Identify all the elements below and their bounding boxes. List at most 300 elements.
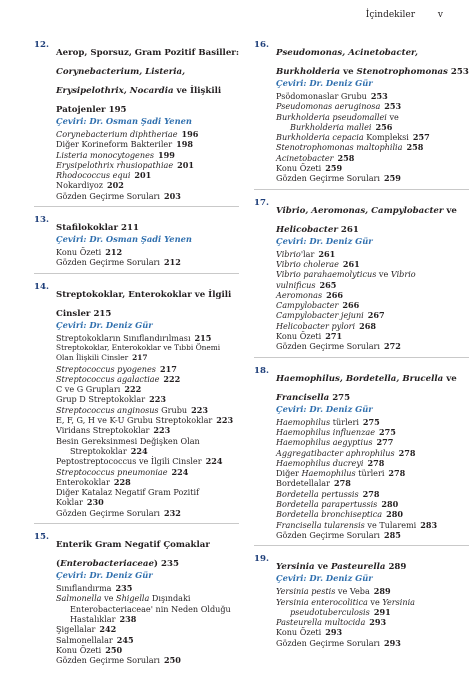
chapter-title: [276, 562, 406, 572]
entry-text: ve Veba: [335, 586, 370, 597]
entry-text: Sınıflandırma: [56, 583, 112, 594]
chapter-page-number: 289: [388, 562, 407, 573]
entry-text: ve: [376, 269, 391, 280]
toc-entry[interactable]: [276, 331, 469, 341]
toc-entry[interactable]: [56, 583, 239, 593]
toc-entry[interactable]: [56, 487, 239, 508]
entry-page-number: 258: [406, 142, 424, 153]
toc-chapter: [34, 532, 239, 665]
toc-entry[interactable]: [276, 509, 469, 519]
chapter-number: 15.: [34, 532, 49, 543]
chapter-page-number: 195: [108, 105, 127, 115]
entry-text: Yersinia enterocolitica: [276, 596, 368, 607]
entry-page-number: 289: [373, 586, 391, 597]
toc-entry[interactable]: [56, 614, 239, 624]
entry-text: Acinetobacter: [276, 152, 334, 163]
chapter-divider: [254, 357, 469, 358]
entry-text: Gözden Geçirme Soruları: [56, 257, 161, 268]
entry-text: Streptococcus pyogenes: [56, 363, 156, 374]
entry-page-number: 259: [384, 173, 401, 184]
entry-text: E, F, G, H ve K-U Grubu Streptokoklar: [56, 415, 213, 426]
chapter-divider: [254, 545, 469, 546]
entry-page-number: 222: [163, 373, 181, 384]
entry-page-number: 196: [181, 129, 199, 139]
entry-page-number: 199: [158, 149, 175, 160]
entry-text: Enterobacteriaceae' nin Neden Olduğu: [70, 603, 231, 614]
toc-entry[interactable]: [276, 478, 469, 488]
entry-text: Corynebacterium diphtheriae: [56, 129, 178, 139]
entry-page-number: 198: [176, 139, 193, 150]
entry-page-number: 293: [369, 617, 387, 628]
entry-text: Enterokoklar: [56, 476, 110, 487]
toc-chapter: [254, 554, 469, 648]
toc-entry[interactable]: [276, 269, 469, 290]
entry-text: ve: [367, 596, 383, 607]
chapter-divider: [254, 189, 469, 190]
toc-entry[interactable]: [276, 122, 469, 132]
toc-entry[interactable]: [56, 129, 239, 139]
toc-entry[interactable]: [276, 321, 469, 331]
toc-chapter: [34, 40, 239, 207]
entry-text: Pseudomonas aeruginosa: [276, 101, 381, 112]
entry-text: Psödomonaslar Grubu: [276, 91, 367, 101]
entry-text: ve Tularemi: [364, 519, 417, 530]
entry-text: Haemophilus aegyptius: [276, 437, 373, 448]
toc-entry[interactable]: [56, 191, 239, 201]
entry-text: Salmonellalar: [56, 634, 113, 645]
toc-entry[interactable]: [276, 417, 469, 427]
entry-text: türleri: [355, 468, 385, 479]
chapter-title: [276, 48, 469, 77]
toc-entry[interactable]: [56, 645, 239, 655]
chapter-title-part: Corynebacterium, Listeria, Erysipelothrix, Nocardia: [56, 67, 186, 96]
chapter-heading[interactable]: [34, 282, 239, 331]
entry-text: Haemophilus influenzae: [276, 426, 376, 437]
toc-entry[interactable]: [276, 153, 469, 163]
toc-entry[interactable]: [276, 617, 469, 627]
entry-page-number: 201: [134, 170, 152, 181]
chapter-divider: [34, 523, 239, 524]
chapter-title-part: Helicobacter: [276, 224, 338, 235]
entry-page-number: 291: [373, 606, 391, 617]
entry-text: Konu Özeti: [276, 331, 322, 342]
toc-entry[interactable]: [56, 593, 239, 603]
entry-page-number: 280: [381, 499, 399, 510]
chapter-title-part: Yersinia: [276, 562, 315, 573]
chapter-number: 12.: [34, 40, 49, 50]
chapter-number: 13.: [34, 215, 49, 226]
entry-text: Yersinia: [382, 596, 415, 607]
entry-text: C ve G Grupları: [56, 384, 121, 395]
entry-text: Listeria monocytogenes: [56, 149, 155, 160]
chapter-title-part: ve: [340, 67, 357, 77]
entry-text: Hastalıklar: [70, 613, 116, 624]
entry-page-number: 285: [384, 529, 401, 540]
entry-text: Stenotrophomonas maltophilia: [276, 142, 403, 153]
entry-text: Besin Gereksinmesi Değişken Olan: [56, 435, 200, 446]
toc-entry[interactable]: [56, 374, 239, 384]
entry-text: Haemophilus: [301, 468, 356, 479]
chapter-translator: Çeviri: Dr. Deniz Gür: [276, 403, 373, 414]
entry-page-number: 217: [132, 353, 148, 363]
chapter-translator: Çeviri: Dr. Deniz Gür: [56, 319, 153, 330]
chapter-page-number: 211: [121, 223, 139, 234]
toc-entry[interactable]: [276, 520, 469, 530]
entry-page-number: 230: [86, 497, 104, 508]
chapter-heading[interactable]: [34, 215, 239, 245]
entry-text: Yersinia pestis: [276, 586, 336, 597]
chapter-title-part: Enterobacteriaceae: [60, 559, 154, 570]
toc-entry[interactable]: [276, 586, 469, 596]
chapter-title-part: Streptokoklar, Enterokoklar ve İlgili Cinsler: [56, 289, 232, 319]
chapter-entries: [254, 417, 469, 541]
chapter-title: [56, 48, 239, 115]
entry-page-number: 224: [205, 456, 223, 467]
chapter-heading[interactable]: [254, 554, 469, 584]
toc-chapter: [254, 40, 469, 190]
entry-page-number: 223: [149, 394, 166, 405]
chapter-heading[interactable]: [34, 40, 239, 127]
chapter-number: 17.: [254, 197, 269, 208]
chapter-heading[interactable]: [254, 366, 469, 415]
chapter-title-part: Pseudomonas, Acinetobacter, Burkholderia: [276, 48, 418, 77]
toc-entry[interactable]: [276, 300, 469, 310]
chapter-title-part: ve: [443, 373, 457, 384]
chapter-number: 16.: [254, 40, 269, 50]
chapter-entries: [254, 249, 469, 352]
chapter-entries: [34, 247, 239, 268]
entry-text: Streptococcus pneumoniae: [56, 466, 168, 477]
toc-entry[interactable]: [56, 364, 239, 374]
entry-text: Aeromonas: [276, 289, 323, 300]
entry-text: Gözden Geçirme Soruları: [56, 507, 161, 518]
toc-entry[interactable]: [276, 458, 469, 468]
toc-entry[interactable]: [56, 477, 239, 487]
entry-text: ve: [386, 111, 399, 122]
chapter-translator: Çeviri: Dr. Osman Şadi Yenen: [56, 234, 192, 245]
entry-text: Gözden Geçirme Soruları: [276, 341, 381, 352]
chapter-number: 19.: [254, 554, 269, 565]
entry-text: Streptokokların Sınıflandırılması: [56, 332, 191, 343]
chapter-entries: [254, 91, 469, 184]
entry-page-number: 275: [379, 426, 396, 437]
chapter-number: 18.: [254, 365, 269, 376]
chapter-entries: [254, 586, 469, 648]
chapter-entries: [34, 333, 239, 518]
toc-entry[interactable]: [276, 310, 469, 320]
chapter-heading[interactable]: [254, 198, 469, 247]
chapter-page-number: 275: [332, 392, 351, 403]
toc-entry[interactable]: [56, 257, 239, 267]
header-page-number: v: [437, 10, 443, 20]
chapter-translator: Çeviri: Dr. Deniz Gür: [276, 78, 373, 88]
entry-page-number: 277: [376, 437, 394, 448]
entry-page-number: 266: [342, 300, 360, 311]
entry-text: Shigella: [116, 593, 150, 604]
chapter-title: [56, 540, 210, 569]
entry-text: Peptostreptococcus ve İlgili Cinsler: [56, 456, 202, 467]
entry-text: Haemophilus: [276, 416, 331, 427]
toc-entry[interactable]: [56, 624, 239, 634]
entry-page-number: 268: [359, 320, 377, 331]
toc-entry[interactable]: [56, 170, 239, 180]
entry-text: Burkholderia mallei: [290, 121, 372, 132]
entry-text: Gözden Geçirme Soruları: [56, 655, 161, 666]
entry-page-number: 283: [420, 519, 438, 530]
entry-text: Haemophilus ducreyi: [276, 457, 364, 468]
entry-text: Bordetella parapertussis: [276, 499, 378, 510]
entry-page-number: 245: [116, 634, 134, 645]
toc-chapter: [254, 366, 469, 547]
chapter-divider: [34, 273, 239, 274]
entry-text: Diğer Korineform Bakteriler: [56, 139, 173, 150]
entry-text: Vibrio cholerae: [276, 258, 339, 269]
chapter-title-part: Haemophilus, Bordetella, Brucella: [276, 373, 444, 384]
entry-page-number: 257: [412, 132, 430, 143]
chapter-translator: Çeviri: Dr. Osman Şadi Yenen: [56, 116, 192, 126]
entry-text: Kompleksi: [363, 132, 409, 143]
entry-page-number: 212: [164, 257, 181, 268]
entry-page-number: 228: [113, 476, 131, 487]
toc-entry[interactable]: [56, 343, 239, 364]
chapter-title-part: Pasteurella: [331, 562, 386, 573]
entry-text: Burkholderia pseudomallei: [276, 111, 387, 122]
chapter-number: 14.: [34, 281, 49, 292]
header-title: İçindekiler: [365, 10, 415, 20]
toc-chapter: [34, 215, 239, 274]
toc-entry[interactable]: [276, 91, 469, 101]
entry-page-number: 253: [384, 101, 402, 112]
entry-text: Vibrio vulnificus: [276, 269, 416, 290]
chapter-title-part: Stenotrophomonas: [356, 67, 448, 77]
entry-page-number: 223: [191, 404, 209, 415]
chapter-page-number: 235: [161, 559, 179, 570]
entry-page-number: 232: [164, 507, 181, 518]
toc-entry[interactable]: [276, 142, 469, 152]
entry-page-number: 259: [325, 163, 343, 174]
chapter-page-number: 215: [93, 308, 112, 319]
toc-entry[interactable]: [56, 394, 239, 404]
entry-text: Aggregatibacter aphrophilus: [276, 447, 395, 458]
entry-page-number: 250: [164, 655, 181, 666]
toc-entry[interactable]: [276, 530, 469, 540]
toc-entry[interactable]: [56, 180, 239, 190]
entry-text: türleri: [330, 416, 359, 427]
entry-page-number: 201: [177, 159, 195, 170]
entry-text: Nokardiyoz: [56, 180, 104, 191]
entry-page-number: 261: [318, 248, 336, 259]
entry-text: Burkholderia cepacia: [276, 132, 364, 143]
entry-page-number: 267: [367, 310, 385, 321]
chapter-entries: [34, 583, 239, 665]
chapter-title: [56, 290, 231, 319]
toc-entry[interactable]: [56, 456, 239, 466]
toc-entry[interactable]: [56, 160, 239, 170]
chapter-title-part: Aerop, Sporsuz, Gram Pozitif Basiller:: [56, 48, 239, 58]
chapter-heading[interactable]: [34, 532, 239, 581]
entry-page-number: 265: [319, 279, 337, 290]
entry-page-number: 278: [388, 468, 406, 479]
toc-entry[interactable]: [276, 249, 469, 259]
entry-page-number: 278: [334, 478, 351, 489]
entry-page-number: 203: [164, 190, 181, 201]
entry-page-number: 256: [375, 121, 393, 132]
entry-page-number: 278: [367, 457, 385, 468]
chapter-title-part: ve: [443, 205, 457, 216]
entry-page-number: 250: [105, 644, 123, 655]
chapter-title-part: ve İlişkili Patojenler: [56, 86, 222, 115]
entry-page-number: 212: [105, 247, 123, 258]
entry-page-number: 224: [171, 466, 189, 477]
entry-text: Grubu: [158, 404, 188, 415]
entry-page-number: 261: [342, 258, 360, 269]
entry-page-number: 215: [194, 332, 212, 343]
toc-entry[interactable]: [56, 604, 239, 614]
entry-page-number: 202: [107, 180, 124, 191]
entry-text: Streptococcus anginosus: [56, 404, 159, 415]
entry-text: Gözden Geçirme Soruları: [56, 190, 161, 201]
chapter-heading[interactable]: [254, 40, 469, 89]
entry-text: Campylobacter jejuni: [276, 310, 364, 321]
entry-text: Helicobacter pylori: [276, 320, 356, 331]
entry-page-number: 278: [362, 488, 380, 499]
toc-entry[interactable]: [276, 437, 469, 447]
toc-column-right: [254, 40, 469, 656]
toc-entry[interactable]: [56, 150, 239, 160]
toc-column-left: [34, 40, 239, 673]
toc-entry[interactable]: [276, 499, 469, 509]
chapter-title-part: ve: [314, 562, 332, 573]
toc-entry[interactable]: [56, 635, 239, 645]
toc-entry[interactable]: [276, 259, 469, 269]
toc-chapter: [34, 282, 239, 524]
toc-chapter: [254, 198, 469, 358]
chapter-translator: Çeviri: Dr. Deniz Gür: [56, 570, 153, 581]
toc-entry[interactable]: [56, 446, 239, 456]
entry-text: Konu Özeti: [56, 644, 102, 655]
toc-entry[interactable]: [56, 508, 239, 518]
toc-entry[interactable]: [56, 333, 239, 343]
entry-page-number: 278: [398, 447, 416, 458]
chapter-title-part: Francisella: [276, 392, 330, 403]
toc-entry[interactable]: [276, 607, 469, 617]
entry-page-number: 253: [370, 91, 388, 101]
toc-entry[interactable]: [56, 384, 239, 394]
entry-page-number: 235: [115, 583, 133, 594]
entry-text: Bordetellalar: [276, 478, 330, 489]
entry-page-number: 293: [325, 627, 343, 638]
chapter-divider: [34, 206, 239, 207]
chapter-translator: Çeviri: Dr. Deniz Gür: [276, 573, 373, 584]
toc-entry[interactable]: [56, 415, 239, 425]
toc-entry[interactable]: [276, 489, 469, 499]
toc-entry[interactable]: [56, 139, 239, 149]
toc-entry[interactable]: [276, 427, 469, 437]
entry-text: pseudotuberculosis: [290, 606, 370, 617]
entry-page-number: 272: [384, 341, 401, 352]
entry-text: Erysipelothrix rhusiopathiae: [56, 159, 174, 170]
toc-entry[interactable]: [276, 341, 469, 351]
entry-page-number: 275: [362, 416, 380, 427]
entry-text: Vibrio: [276, 248, 301, 259]
entry-page-number: 242: [99, 624, 117, 635]
entry-text: Gözden Geçirme Soruları: [276, 529, 381, 540]
entry-text: Pasteurella multocida: [276, 617, 366, 628]
entry-page-number: 223: [153, 425, 171, 436]
entry-text: Konu Özeti: [56, 247, 102, 258]
toc-entry[interactable]: [276, 101, 469, 111]
chapter-title: [56, 223, 139, 233]
entry-text: Gözden Geçirme Soruları: [276, 637, 381, 648]
chapter-entries: [34, 129, 239, 201]
entry-text: Bordetella bronchiseptica: [276, 509, 383, 520]
chapter-title-part: ): [153, 559, 158, 570]
toc-entry[interactable]: [276, 132, 469, 142]
entry-page-number: 293: [384, 637, 401, 648]
entry-text: Salmonella: [56, 593, 102, 604]
chapter-title-part: Vibrio, Aeromonas, Campylobacter: [276, 205, 444, 216]
entry-page-number: 258: [337, 152, 355, 163]
entry-page-number: 224: [130, 445, 148, 456]
entry-text: Konu Özeti: [276, 627, 322, 638]
running-header: [0, 10, 473, 24]
entry-text: Streptokoklar: [70, 445, 127, 456]
toc-entry[interactable]: [56, 425, 239, 435]
entry-text: Francisella tularensis: [276, 519, 365, 530]
toc-entry[interactable]: [56, 436, 239, 446]
chapter-title: [276, 374, 457, 403]
toc-entry[interactable]: [276, 627, 469, 637]
entry-text: ve: [101, 593, 117, 604]
chapter-title-part: Enterik Gram Negatif Çomaklar (: [56, 540, 210, 570]
entry-page-number: 223: [216, 415, 234, 426]
entry-page-number: 266: [326, 289, 344, 300]
toc-entry[interactable]: [276, 448, 469, 458]
chapter-title-part: Stafilokoklar: [56, 223, 118, 234]
entry-page-number: 280: [386, 509, 403, 520]
toc-entry[interactable]: [276, 173, 469, 183]
toc-entry[interactable]: [276, 468, 469, 478]
entry-text: Streptococcus agalactiae: [56, 373, 160, 384]
toc-entry[interactable]: [276, 290, 469, 300]
entry-text: Viridans Streptokoklar: [56, 425, 150, 436]
entry-text: Rhodococcus equi: [56, 170, 131, 181]
toc-entry[interactable]: [276, 163, 469, 173]
toc-entry[interactable]: [56, 247, 239, 257]
entry-text: Dışındaki: [149, 593, 191, 604]
toc-entry[interactable]: [276, 112, 469, 122]
entry-page-number: 271: [325, 331, 343, 342]
toc-entry[interactable]: [56, 655, 239, 665]
entry-text: Campylobacter: [276, 300, 339, 311]
entry-page-number: 217: [159, 363, 177, 374]
entry-text: Diğer Katalaz Negatif Gram Pozitif Koklar: [56, 487, 200, 508]
entry-text: Konu Özeti: [276, 163, 322, 174]
toc-entry[interactable]: [276, 638, 469, 648]
toc-entry[interactable]: [276, 597, 469, 607]
entry-text: Streptokoklar, Enterokoklar ve Tıbbi Önemi Olan İlişkili Cinsler: [56, 342, 221, 363]
entry-text: Diğer: [276, 468, 302, 479]
entry-text: Grup D Streptokoklar: [56, 394, 146, 405]
entry-text: Vibrio parahaemolyticus: [276, 269, 377, 280]
chapter-translator: Çeviri: Dr. Deniz Gür: [276, 235, 373, 246]
entry-text: Bordetella pertussis: [276, 488, 359, 499]
toc-entry[interactable]: [56, 405, 239, 415]
chapter-title: [276, 206, 457, 235]
entry-page-number: 238: [119, 613, 137, 624]
toc-entry[interactable]: [56, 467, 239, 477]
chapter-page-number: 253: [450, 67, 469, 77]
